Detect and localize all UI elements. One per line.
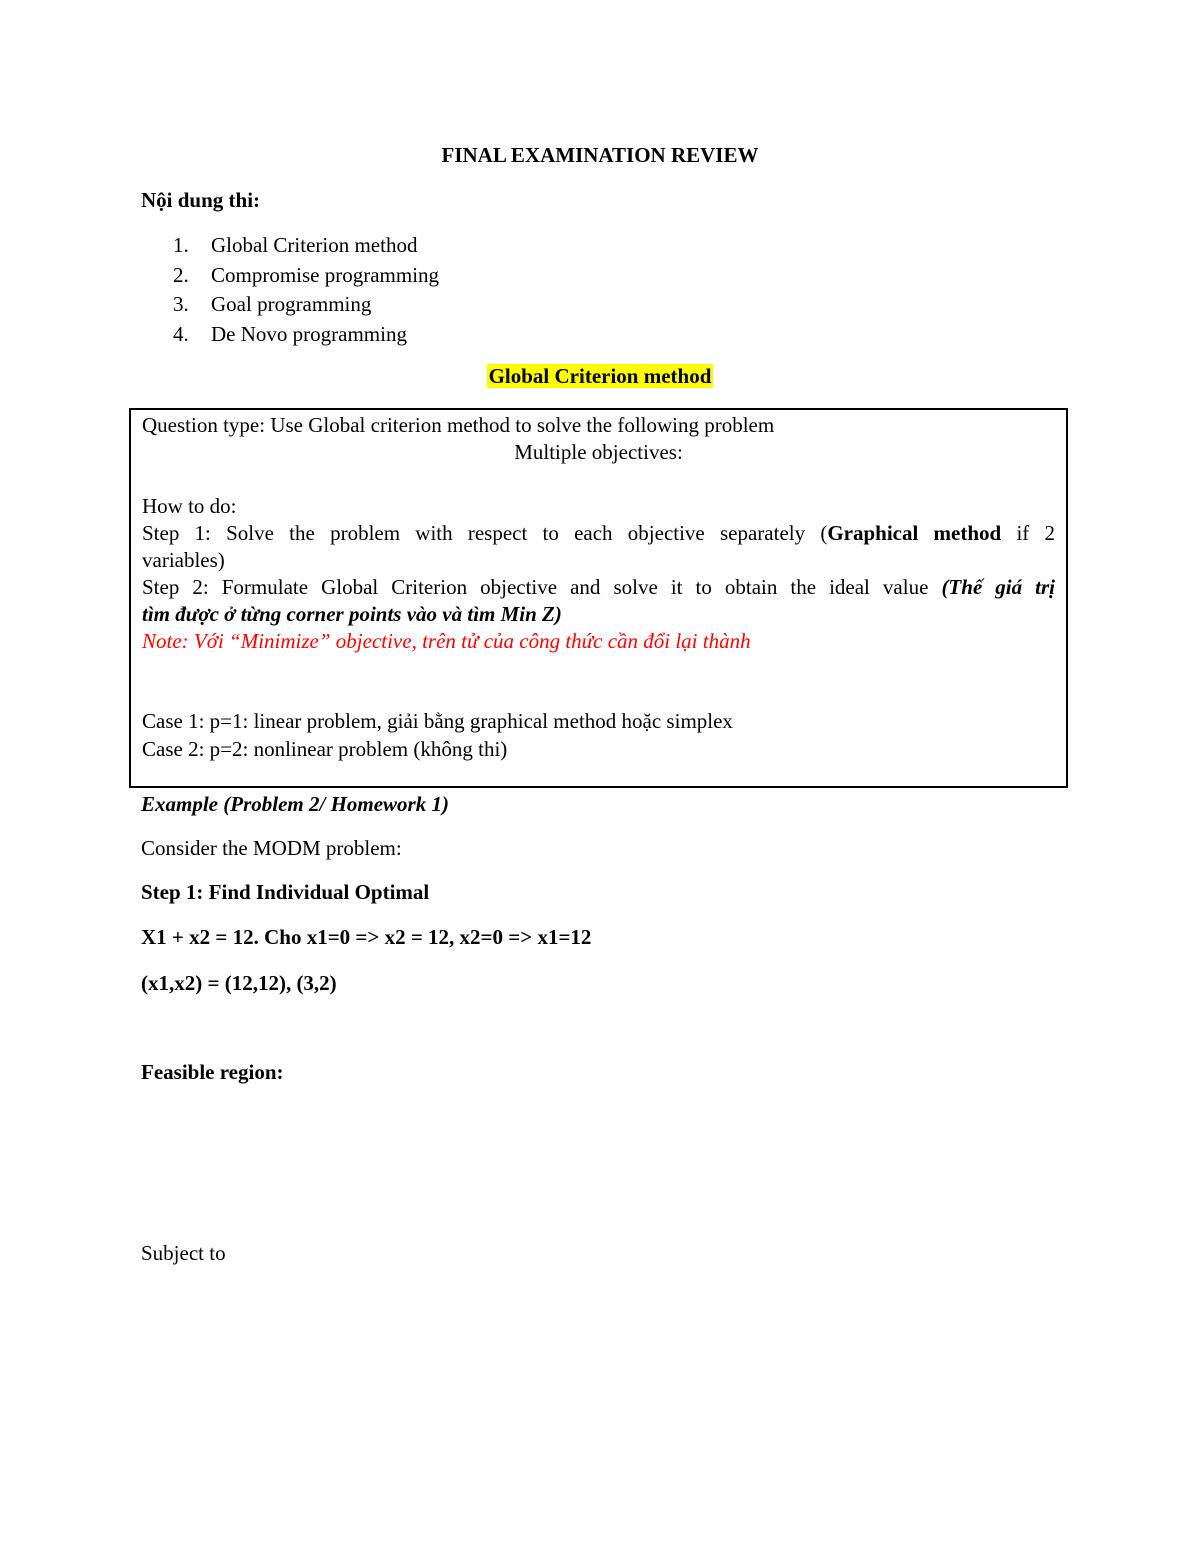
case1-text: Case 1: p=1: linear problem, giải bằng graphical method hoặc simplex <box>142 709 733 733</box>
list-item: 2. Compromise programming <box>173 262 440 287</box>
list-item-label: Goal programming <box>211 292 372 316</box>
subject-to-label: Subject to <box>141 1241 226 1265</box>
feasible-region-label: Feasible region: <box>141 1060 284 1084</box>
list-item-label: De Novo programming <box>211 321 407 346</box>
consider-text: Consider the MODM problem: <box>141 836 402 860</box>
equation-text: X1 + x2 = 12. Cho x1=0 => x2 = 12, x2=0 => x1=12 <box>141 925 592 949</box>
list-item-label: Compromise programming <box>211 262 440 287</box>
step2-emphasis: (Thế giá trị <box>941 575 1055 599</box>
step1-line: Step 1: Solve the problem with respect to each objective separately (Graphical method if 2 <box>142 521 1056 545</box>
multiple-objectives: Multiple objectives: <box>514 440 683 464</box>
step2-line: Step 2: Formulate Global Criterion objective and solve it to obtain the ideal value (Thế giá trị <box>142 575 1055 599</box>
note-text: Note: Với “Minimize” objective, trên tử của công thức cần đổi lại thành <box>142 629 751 653</box>
document-title: FINAL EXAMINATION REVIEW <box>441 143 759 167</box>
list-item: 4. De Novo programming <box>173 321 407 346</box>
highlighted-heading: Global Criterion method <box>488 364 712 388</box>
step1-bold: Graphical method <box>827 521 1002 545</box>
question-box <box>129 408 1068 788</box>
list-item: 3. Goal programming <box>173 292 372 316</box>
step1-continuation: variables) <box>142 548 225 572</box>
section-heading <box>0 364 1200 389</box>
contents-list <box>173 231 439 349</box>
question-type: Question type: Use Global criterion method to solve the following problem <box>142 413 775 437</box>
list-item-label: Global Criterion method <box>211 233 418 257</box>
points-text: (x1,x2) = (12,12), (3,2) <box>141 971 337 995</box>
example-heading: Example (Problem 2/ Homework 1) <box>141 792 449 816</box>
list-item: 1. Global Criterion method <box>173 233 418 257</box>
how-to-label: How to do: <box>142 494 237 518</box>
step1-heading: Step 1: Find Individual Optimal <box>141 880 430 904</box>
step2-continuation: tìm được ở từng corner points vào và tìm Min Z) <box>142 602 562 626</box>
case2-text: Case 2: p=2: nonlinear problem (không thi) <box>142 737 508 761</box>
contents-label: Nội dung thi: <box>141 188 261 212</box>
